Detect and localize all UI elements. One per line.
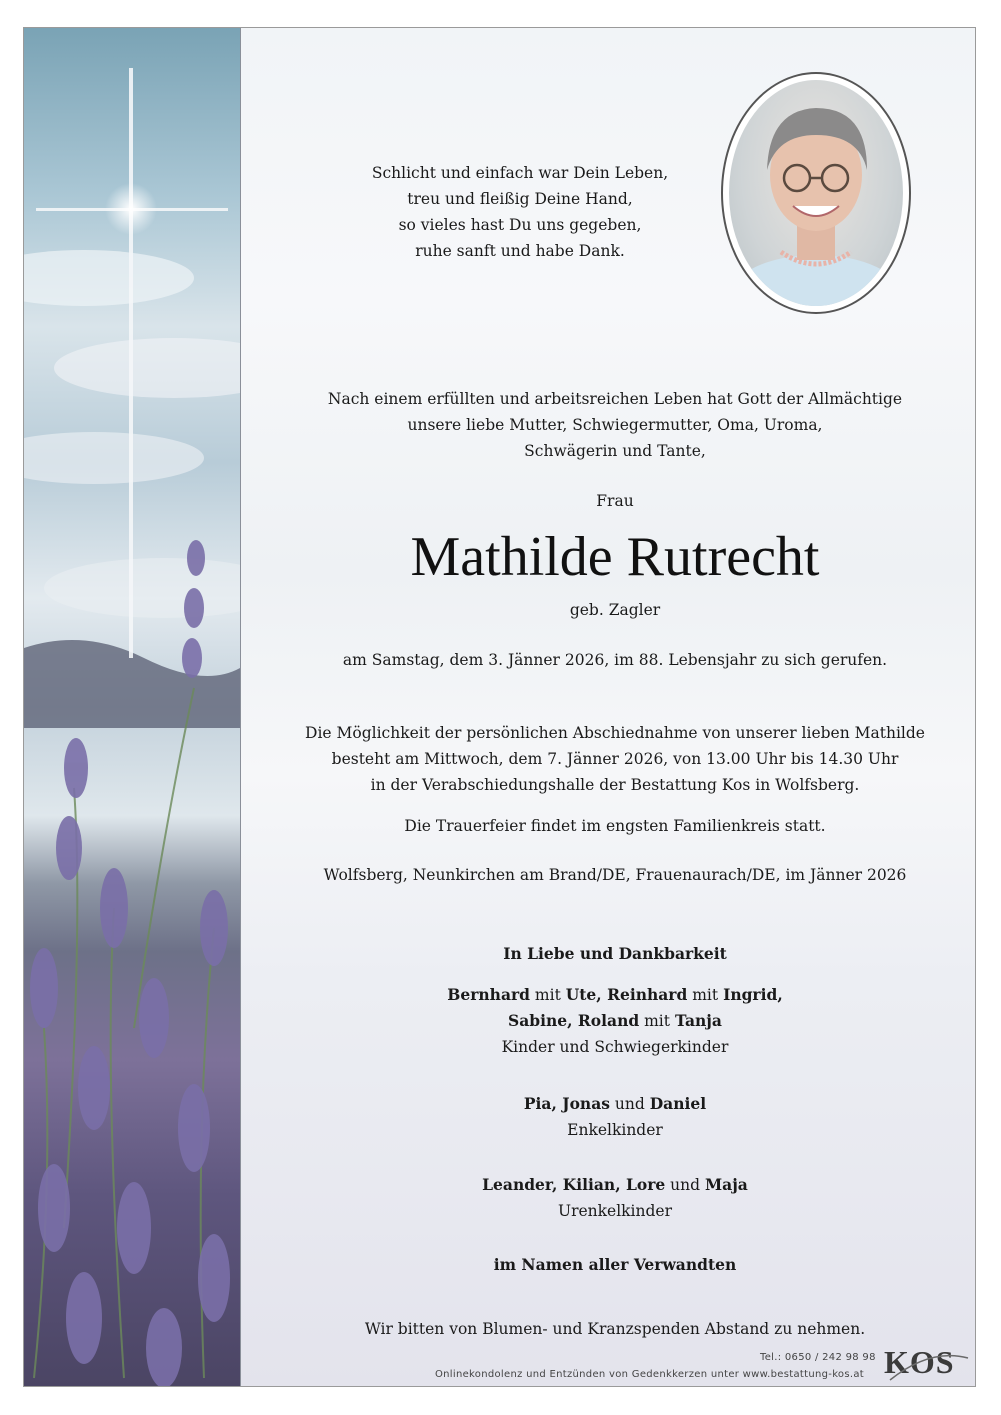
flowers-block (240, 1316, 990, 1342)
salutation: Frau (596, 492, 634, 510)
poem-line: so vieles hast Du uns gegeben, (398, 216, 642, 234)
connector: mit (530, 986, 566, 1004)
portrait-person-icon (729, 80, 903, 306)
connector: und (665, 1176, 705, 1194)
child-name: Ingrid, (723, 985, 783, 1004)
announcement (240, 386, 990, 464)
place-date-block (240, 862, 990, 888)
child-name: Tanja (674, 1011, 722, 1030)
place-date: Wolfsberg, Neunkirchen am Brand/DE, Frauenaurach/DE, im Jänner 2026 (323, 866, 907, 884)
deceased-name: Mathilde Rutrecht (410, 526, 820, 588)
greatgrandchildren-block (240, 1172, 990, 1224)
farewell-line: besteht am Mittwoch, dem 7. Jänner 2026, von 13.00 Uhr bis 14.30 Uhr (331, 750, 899, 768)
connector: und (609, 1095, 650, 1113)
farewell-line: in der Verabschiedungshalle der Bestattung Kos in Wolfsberg. (370, 776, 860, 794)
poem-line: Schlicht und einfach war Dein Leben, (371, 164, 669, 182)
love-line: In Liebe und Dankbarkeit (503, 944, 727, 963)
greatgrandchild-name: Maja (705, 1175, 748, 1194)
flowers-line: Wir bitten von Blumen- und Kranzspenden Abstand zu nehmen. (364, 1320, 866, 1338)
relatives-block (240, 1252, 990, 1278)
children-role: Kinder und Schwiegerkinder (501, 1038, 729, 1056)
death-block (240, 647, 990, 673)
maiden-name: geb. Zagler (569, 601, 661, 619)
footer-phone: Tel.: 0650 / 242 98 98 (760, 1352, 876, 1363)
connector: mit (639, 1012, 675, 1030)
farewell-block (240, 720, 990, 798)
greatgrandchildren-role: Urenkelkinder (558, 1202, 672, 1220)
intro-line: unsere liebe Mutter, Schwiegermutter, Oma, Uroma, (407, 416, 823, 434)
footer-online: Onlinekondolenz und Entzünden von Gedenkkerzen unter www.bestattung-kos.at (435, 1369, 864, 1380)
child-name: Sabine, Roland (508, 1011, 640, 1030)
connector: mit (687, 986, 724, 1004)
side-image-lavender-cross (24, 28, 241, 1386)
death-line: am Samstag, dem 3. Jänner 2026, im 88. Lebensjahr zu sich gerufen. (342, 651, 888, 669)
cross-lavender-illustration (24, 28, 240, 1386)
love-block (240, 941, 990, 967)
grandchild-name: Pia, Jonas (523, 1094, 610, 1113)
ceremony: Die Trauerfeier findet im engsten Familienkreis statt. (404, 817, 826, 835)
maiden-block (240, 597, 990, 623)
child-name: Bernhard (447, 985, 530, 1004)
ceremony-block (240, 813, 990, 839)
poem (290, 160, 750, 264)
relatives-line: im Namen aller Verwandten (493, 1255, 737, 1274)
salutation-block (240, 488, 990, 514)
poem-line: ruhe sanft und habe Dank. (415, 242, 625, 260)
farewell-line: Die Möglichkeit der persönlichen Abschiednahme von unserer lieben Mathilde (305, 724, 925, 742)
grandchildren-role: Enkelkinder (567, 1121, 663, 1139)
children-block (240, 982, 990, 1060)
name-block (240, 526, 990, 588)
poem-line: treu und fleißig Deine Hand, (407, 190, 633, 208)
grandchildren-block (240, 1091, 990, 1143)
grandchild-name: Daniel (649, 1094, 707, 1113)
intro-line: Nach einem erfüllten und arbeitsreichen Leben hat Gott der Allmächtige (327, 390, 903, 408)
greatgrandchild-name: Leander, Kilian, Lore (482, 1175, 666, 1194)
logo-swoosh-icon (880, 1340, 972, 1384)
kos-logo: KOS (884, 1344, 955, 1380)
intro-line: Schwägerin und Tante, (524, 442, 706, 460)
child-name: Ute, Reinhard (565, 985, 688, 1004)
